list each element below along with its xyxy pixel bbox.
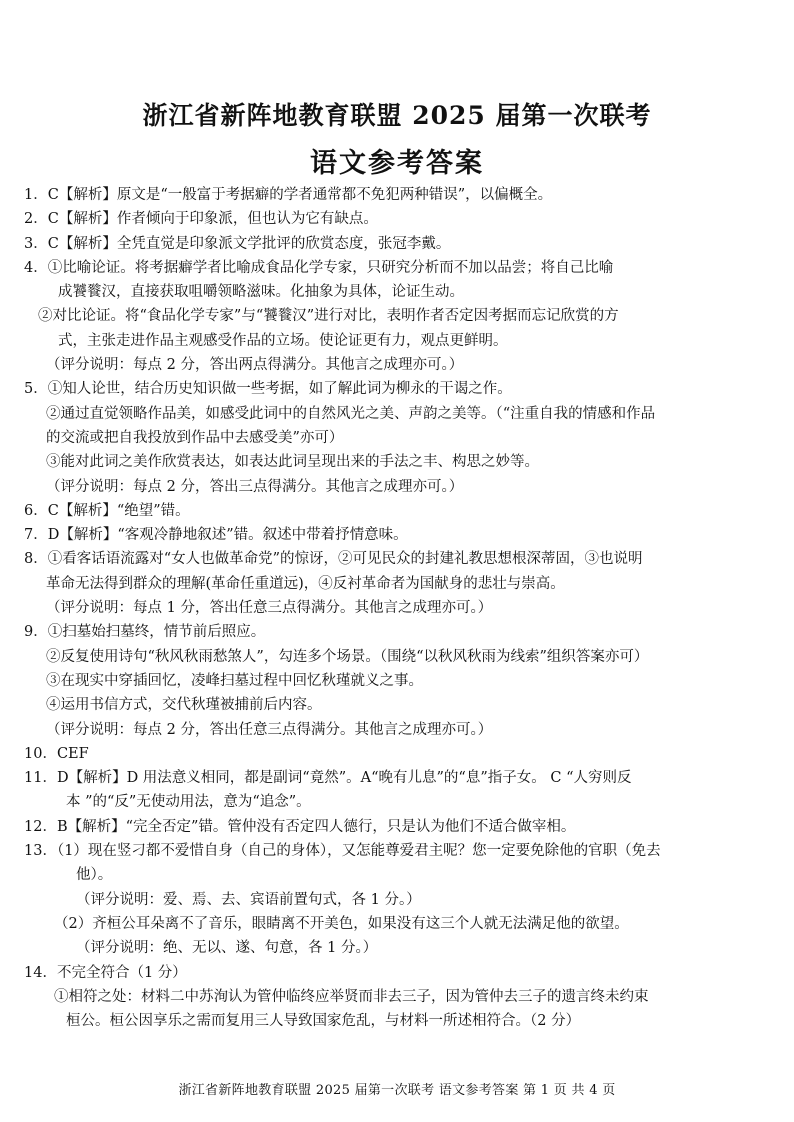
answer-line-q4: 4．①比喻论证。将考据癖学者比喻成食品化学专家，只研究分析而不加以品尝；将自己比喻	[24, 259, 614, 276]
answer-line: 成饕餮汉，直接获取咀嚼领略滋味。化抽象为具体，论证生动。	[58, 284, 464, 301]
answer-line: 桓公。桓公因享乐之需而复用三人导致国家危乱，与材料一所述相符合。（2 分）	[66, 1013, 581, 1030]
answer-line-q8: 8．①看客话语流露对“女人也做革命党”的惊讶，②可见民众的封建礼教思想根深蒂固，③也说明	[24, 551, 643, 568]
answer-line: ④运用书信方式，交代秋瑾被捕前后内容。	[46, 697, 322, 714]
answer-line: ②反复使用诗句“秋风秋雨愁煞人”，勾连多个场景。（围绕“以秋风秋雨为线索”组织答案亦可）	[46, 648, 649, 665]
answer-line-q5: 5．①知人论世，结合历史知识做一些考据，如了解此词为柳永的干谒之作。	[24, 381, 512, 398]
answer-line: 他）。	[76, 867, 113, 884]
answer-line: ②对比论证。将“食品化学专家”与“饕餮汉”进行对比，表明作者否定因考据而忘记欣赏的方	[38, 308, 619, 325]
scoring-note: （评分说明：每点 2 分，答出三点得满分。其他言之成理亦可。）	[46, 478, 464, 495]
answer-line: 式，主张走进作品主观感受作品的立场。使论证更有力，观点更鲜明。	[58, 332, 508, 349]
answer-line-q14: 14．不完全符合（1 分）	[24, 964, 187, 981]
answer-line: ③能对此词之美作欣赏表达，如表达此词呈现出来的手法之丰、构思之妙等。	[46, 454, 539, 471]
answer-line-q3: 3．C【解析】全凭直觉是印象派文学批评的欣赏态度，张冠李戴。	[24, 235, 451, 252]
answer-line-q6: 6．C【解析】“绝望”错。	[24, 502, 190, 519]
answer-line: （2）齐桓公耳朵离不了音乐，眼睛离不开美色，如果没有这三个人就无法满足他的欲望。	[54, 915, 629, 932]
document-subtitle: 语文参考答案	[310, 148, 484, 179]
answer-body	[24, 183, 776, 1033]
answer-line: 革命无法得到群众的理解(革命任重道远)，④反衬革命者为国献身的悲壮与崇高。	[46, 575, 565, 592]
scoring-note: （评分说明：爱、焉、去、宾语前置句式，各 1 分。）	[76, 891, 421, 908]
answer-line: 的交流或把自我投放到作品中去感受美”亦可）	[46, 429, 344, 446]
scoring-note: （评分说明：每点 2 分，答出任意三点得满分。其他言之成理亦可。）	[46, 721, 493, 738]
answer-line-q10: 10．CEF	[24, 745, 89, 762]
scoring-note: （评分说明：每点 2 分，答出两点得满分。其他言之成理亦可。）	[46, 357, 464, 374]
scoring-note: （评分说明：每点 1 分，答出任意三点得满分。其他言之成理亦可。）	[46, 600, 493, 617]
answer-line: ③在现实中穿插回忆，凌峰扫墓过程中回忆秋瑾就义之事。	[46, 672, 423, 689]
answer-line-q7: 7．D【解析】“客观冷静地叙述”错。叙述中带着抒情意味。	[24, 527, 408, 544]
answer-line-q11: 11．D【解析】D 用法意义相同，都是副词“竟然”。A“晚有儿息”的“息”指子女。 C “人穷则反	[24, 770, 632, 787]
exam-title: 浙江省新阵地教育联盟 2025 届第一次联考	[142, 101, 652, 130]
answer-line-q9: 9．①扫墓始扫墓终，情节前后照应。	[24, 624, 266, 641]
answer-line-q13: 13．（1）现在竖刁都不爱惜自身（自己的身体），又怎能尊爱君主呢？您一定要免除他的官职（免去	[24, 843, 661, 860]
answer-line: ①相符之处：材料二中苏洵认为管仲临终应举贤而非去三子，因为管仲去三子的遗言终未约束	[54, 988, 649, 1005]
scoring-note: （评分说明：绝、无以、遂、句意，各 1 分。）	[76, 940, 378, 957]
answer-line-q12: 12．B【解析】“完全否定”错。管仲没有否定四人德行，只是认为他们不适合做宰相。	[24, 818, 576, 835]
answer-line: 本 ”的“反”无使动用法，意为“追念”。	[66, 794, 311, 811]
answer-line-q1: 1．C【解析】原文是“一般富于考据癖的学者通常都不免犯两种错误”，以偏概全。	[24, 187, 553, 203]
answer-line-q2: 2．C【解析】作者倾向于印象派，但也认为它有缺点。	[24, 211, 378, 228]
page-footer: 浙江省新阵地教育联盟 2025 届第一次联考 语文参考答案 第 1 页 共 4 页	[178, 1083, 616, 1098]
answer-line: ②通过直觉领略作品美，如感受此词中的自然风光之美、声韵之美等。（“注重自我的情感和作品	[46, 405, 656, 422]
